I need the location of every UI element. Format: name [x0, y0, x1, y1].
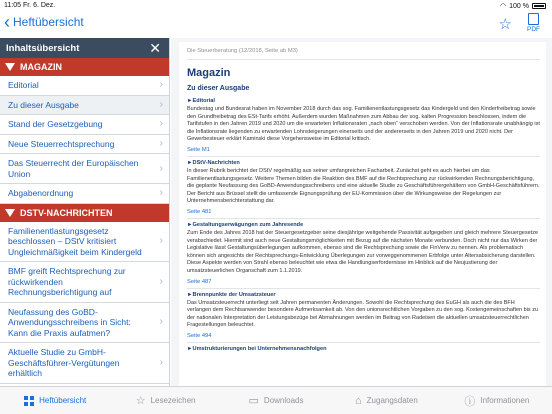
- block-text: In dieser Rubrik berichtet der DStV regelmäßig aus seiner umfangreichen Facharbeit. Zunächst geht es auch hierbei um das Familienentlastungsgesetz. Weitere Themen bilden die Reaktion des BMF auf die Rechtsprechung zur rückwirkenden Rechnungsberichtigung, die geplante Neufassung des GoBD-Anwendungsschreibens und eine aktuelle Studie zu Geschäftsführergehältern von GmbH-Geschäftsführern. Der Bericht aus Brüssel stellt die umfassende Eignungsprüfung der EU-Kommission über die Wirkungsweise der Regelungen zur Unternehmensberichterstattung dar.: [187, 167, 540, 205]
- chevron-left-icon: ‹: [4, 12, 10, 32]
- star-icon: ☆: [135, 395, 146, 407]
- tab-label: Informationen: [480, 396, 530, 405]
- chevron-right-icon: ›: [159, 235, 163, 246]
- info-icon: ⓘ: [464, 395, 476, 408]
- top-nav: [0, 12, 552, 38]
- tab-label: Heftübersicht: [39, 396, 87, 405]
- sidebar-item-neue-steuerrechtsprechung[interactable]: Neue Steuerrechtsprechung ›: [0, 135, 169, 155]
- page-link[interactable]: Seite 487: [187, 278, 212, 285]
- chevron-right-icon: ›: [159, 118, 163, 129]
- collapse-triangle-icon: [0, 204, 20, 222]
- sidebar-item-zu-dieser-ausgabe[interactable]: Zu dieser Ausgabe ›: [0, 96, 169, 116]
- page-link[interactable]: Seite M1: [187, 146, 210, 153]
- wifi-icon: ◠: [500, 3, 507, 10]
- back-button-label: Heftübersicht: [13, 15, 84, 29]
- sidebar-item-familienentlastungsgesetz[interactable]: Familienentlastungsgesetz beschlossen – DStV kritisiert Ungleichmäßigkeit beim Kindergeld ›: [0, 222, 169, 263]
- divider: [187, 342, 540, 343]
- chevron-right-icon: ›: [159, 275, 163, 287]
- document-page: [179, 42, 546, 386]
- close-icon[interactable]: ✕: [149, 40, 161, 56]
- section-label: DSTV-NACHRICHTEN: [20, 207, 113, 218]
- chevron-right-icon: ›: [159, 356, 163, 368]
- divider: [187, 288, 540, 289]
- chevron-right-icon: ›: [159, 98, 163, 110]
- document-icon: ▭: [248, 395, 259, 407]
- status-time: 11:05 Fr. 6. Dez.: [4, 2, 56, 9]
- chevron-right-icon: ›: [159, 79, 163, 90]
- divider: [187, 218, 540, 219]
- tab-downloads[interactable]: [221, 387, 331, 414]
- grid-icon: [24, 396, 34, 406]
- chevron-right-icon: ›: [159, 137, 163, 149]
- block-title-gestaltungserwaegungen[interactable]: ►Gestaltungserwägungen zum Jahresende: [187, 221, 304, 228]
- block-text: Zum Ende des Jahres 2018 hat der Steuergesetzgeber seine diesjährige weitgehende Passivität aufgegeben und gleich mehrere Steuergesetze verabschiedet. Hiermit sind auch neue Gestaltungsmöglichkeiten mit Bezug auf die nächsten Monate verbunden. Doch nicht nur das Wirken der Legislative lässt Gestaltungsüberlegungen aufkommen, ebenso sind die Rechtsprechung sowie die FinVerw zu nennen. Als problematisch können sich angesichts der Rechtsprechungs-Entwicklung Überlegungen zur vorweggenommenen Erbfolge unter Altersabsicherung darstellen. Diese Aspekte werden von Strahl ebenso beleuchtet wie etwa die Handlungserfordernisse im Hinblick auf die Neujustierung der umsatzsteuerlichen Organschaft zum 1.1.2019.: [187, 229, 539, 274]
- battery-icon: [532, 3, 546, 9]
- tab-informationen[interactable]: [442, 387, 552, 414]
- tab-label: Lesezeichen: [150, 396, 196, 405]
- tab-label: Downloads: [263, 396, 304, 405]
- sidebar-item-gmbh-studie[interactable]: Aktuelle Studie zu GmbH-Geschäftsführer-Vergütungen erhältlich ›: [0, 343, 169, 384]
- status-bar: [0, 0, 552, 12]
- bookmark-star-icon[interactable]: ☆: [498, 16, 512, 33]
- sidebar-item-bmf-rechnungsberichtigung[interactable]: BMF greift Rechtsprechung zur rückwirkenden Rechnungsberichtigung auf ›: [0, 262, 169, 303]
- tab-heftuebersicht[interactable]: [0, 387, 110, 414]
- section-header-dstv-nachrichten[interactable]: [0, 204, 169, 222]
- tab-zugangsdaten[interactable]: [331, 387, 441, 414]
- page-subtitle: Zu dieser Ausgabe: [187, 85, 250, 92]
- divider: [187, 156, 540, 157]
- sidebar-header: [0, 38, 169, 58]
- sidebar: [0, 38, 170, 386]
- sidebar-item-steuerrecht-eu[interactable]: Das Steuerrecht der Europäischen Union ›: [0, 154, 169, 184]
- section-label: MAGAZIN: [20, 62, 62, 72]
- battery-percent: 100 %: [509, 2, 529, 10]
- section-header-magazin[interactable]: [0, 58, 169, 76]
- collapse-triangle-icon: [0, 58, 20, 76]
- tab-bar: [0, 386, 552, 414]
- tab-label: Zugangsdaten: [366, 396, 418, 405]
- pdf-button[interactable]: [527, 13, 540, 33]
- tab-lesezeichen[interactable]: [110, 387, 220, 414]
- sidebar-item-abgabenordnung[interactable]: Abgabenordnung ›: [0, 184, 169, 204]
- page-title: Magazin: [187, 67, 231, 79]
- block-title-editorial[interactable]: ►Editorial: [187, 98, 215, 104]
- chevron-right-icon: ›: [159, 316, 163, 327]
- page-link[interactable]: Seite 494: [187, 332, 212, 339]
- content-area: [171, 38, 552, 386]
- block-text: Das Umsatzsteuerrecht unterliegt seit Jahren permanenten Änderungen. Sowohl die Rechtsprechung des EuGH als auch die des BFH verlangen dem Rechtsanwender besondere Aufmerksamkeit ab. Von den unionsrechtlichen Vorgaben zu den sog. Kostengemeinschaften bis zu der nationalen Interpretation der Leistungsbezüge bei Abmahnungen werden im Beitrag von Radeisen die aktuellen umsatzsteuerrechtlichen Fragestellungen beleuchtet.: [187, 299, 539, 329]
- pdf-icon: [528, 13, 539, 25]
- sidebar-title: Inhaltsübersicht: [6, 43, 80, 54]
- page-link[interactable]: Seite 481: [187, 208, 212, 215]
- chevron-right-icon: ›: [159, 162, 163, 174]
- back-button[interactable]: [4, 12, 84, 32]
- chevron-right-icon: ›: [159, 187, 163, 198]
- block-title-dstv-nachrichten[interactable]: ►DStV-Nachrichten: [187, 159, 240, 166]
- sidebar-item-stand-der-gesetzgebung[interactable]: Stand der Gesetzgebung ›: [0, 115, 169, 135]
- sidebar-item-editorial[interactable]: Editorial ›: [0, 76, 169, 96]
- sidebar-item-gobd[interactable]: Neufassung des GoBD-Anwendungsschreibens in Sicht: Kann die Praxis aufatmen? ›: [0, 303, 169, 344]
- lock-icon: ⌂: [355, 394, 362, 407]
- block-text: Bundestag und Bundesrat haben im November 2018 durch das sog. Familienentlastungsgesetz das Kindergeld und den Kinderfreibetrag sowie den Grundfreibetrag des ESt-Tarifs erhöht. Außerdem wurden Maßnahmen zum Abbau der sog. kalten Progression beschlossen, indem die Tarifstufen in den Jahren 2019 und 2020 um die erwarteten Inflationsraten „nach oben“ verschoben werden. Von der Inflationsrate unabhängig ist die Inflationsrate liegenden zu erwartenden Lohnsteigerungen einerseits und der andererseits in den Jahren 2019 und 2020 nicht. Der Gewerbesteuer erklärt Kaminski diese Vorgehensweise im Editorial kritisch.: [187, 106, 540, 143]
- pdf-label: PDF: [527, 26, 540, 33]
- breadcrumb: Die Steuerberatung (12/2018, Seite ab M3): [187, 48, 540, 60]
- block-title-umsatzsteuer[interactable]: ►Brennpunkte der Umsatzsteuer: [187, 291, 276, 298]
- block-title-umstrukturierungen[interactable]: ►Umstrukturierungen bei Unternehmensnachfolgen: [187, 345, 327, 352]
- status-right: [500, 2, 546, 10]
